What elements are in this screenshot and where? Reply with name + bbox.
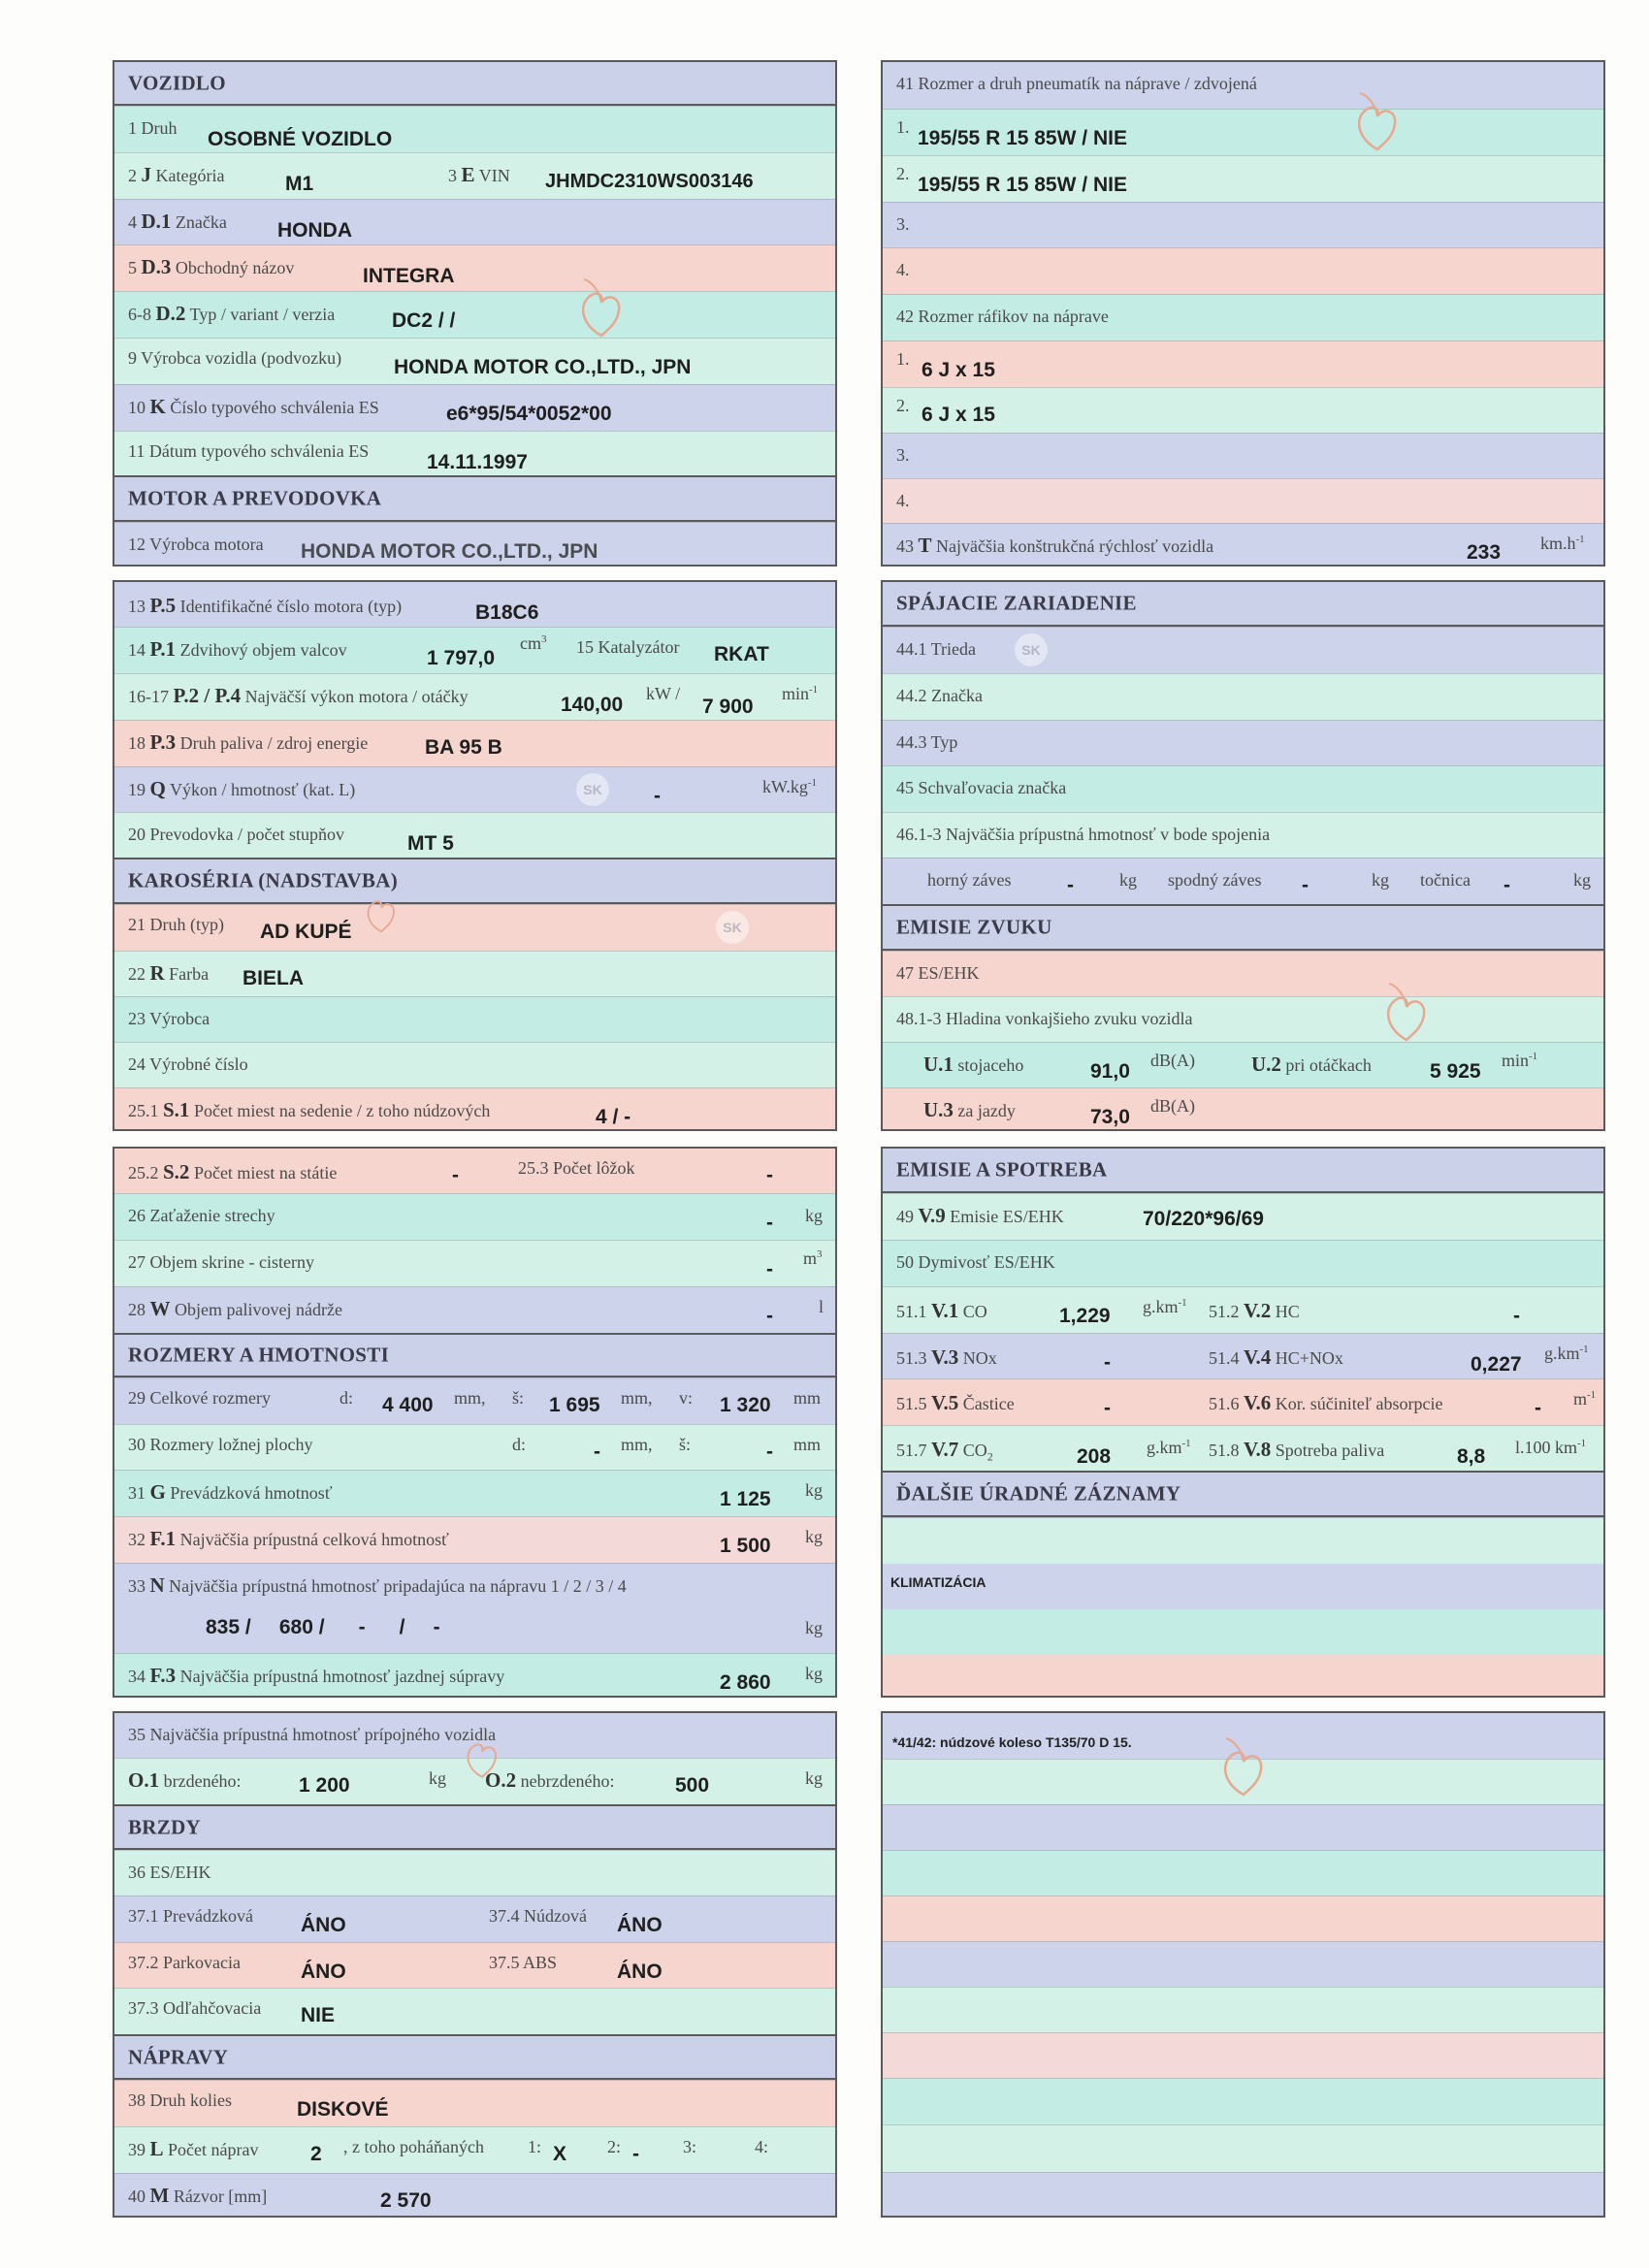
row-pocet-miest-statie: 25.2 S.2 Počet miest na státie - 25.3 Počet lôžok - [114, 1149, 835, 1193]
row-rozmery-loznej-plochy: 30 Rozmery ložnej plochy d: - mm, š: - mm [114, 1424, 835, 1470]
row-hmotnost-supravy: 34 F.3 Najväčšia prípustná hmotnosť jazdnej súpravy 2 860 kg [114, 1653, 835, 1698]
row-pneumatika-4: 4. [883, 247, 1603, 294]
row-pripojne-vozidlo: 35 Najväčšia prípustná hmotnosť prípojného vozidla [114, 1713, 835, 1758]
row-zvuk-stojaceho: U.1 stojaceho 91,0 dB(A) U.2 pri otáčkach 5 925 $\min^{-1}$ [883, 1042, 1603, 1087]
row-razvor: 40 M Rázvor [mm] 2 570 [114, 2173, 835, 2218]
row-druh: 1 Druh OSOBNÉ VOZIDLO [114, 106, 835, 152]
row-cislo-schvalenia: 10 K Číslo typového schválenia ES e6*95/54*0052*00 [114, 384, 835, 431]
row-hmotnost-spojenia: 46.1-3 Najväčšia prípustná hmotnosť v bode spojenia [883, 812, 1603, 858]
panel-spajacie-zvuk [881, 580, 1605, 1131]
row-castice-absorpcia: 51.5 V.5 Častice - 51.6 V.6 Kor. súčiniteľ absorpcie - $m^{-1}$ [883, 1378, 1603, 1425]
row-datum-schvalenia: 11 Dátum typového schválenia ES 14.11.1997 [114, 431, 835, 475]
panel-vozidlo [113, 60, 837, 567]
row-es-ehk-zvuk: 47 ES/EHK [883, 951, 1603, 996]
note-band [883, 2032, 1603, 2078]
section-header-brzdy: BRZDY [114, 1804, 835, 1850]
row-brzda-parkovacia-abs: 37.2 Parkovacia ÁNO 37.5 ABS ÁNO [114, 1942, 835, 1988]
row-vykon-hmotnost: 19 Q Výkon / hmotnosť (kat. L) - $kW.kg^{-1}$ SK [114, 766, 835, 812]
linden-leaf-watermark [456, 1731, 508, 1783]
row-nox-hcnox: 51.3 V.3 NOx - 51.4 V.4 HC+NOx 0,227 $g.km^{-1}$ [883, 1333, 1603, 1378]
row-vyrobca-vozidla: 9 Výrobca vozidla (podvozku) HONDA MOTOR CO.,LTD., JPN [114, 338, 835, 384]
section-header-rozmery: ROZMERY A HMOTNOSTI [114, 1333, 835, 1377]
row-farba: 22 R Farba BIELA [114, 951, 835, 996]
row-celkova-hmotnost: 32 F.1 Najväčšia prípustná celková hmotnosť 1 500 kg [114, 1516, 835, 1563]
row-trieda: 44.1 Trieda SK [883, 627, 1603, 673]
row-obchodny-nazov: 5 D.3 Obchodný názov INTEGRA [114, 244, 835, 291]
linden-leaf-watermark [570, 275, 632, 343]
row-vyrobca-motora: 12 Výrobca motora HONDA MOTOR CO.,LTD., JPN [114, 522, 835, 567]
row-pneumatika-3: 3. [883, 202, 1603, 247]
panel-emisie [881, 1147, 1605, 1698]
linden-leaf-watermark [1375, 980, 1438, 1048]
section-header-zvuk: EMISIE ZVUKU [883, 904, 1603, 951]
section-header-vozidlo: VOZIDLO [114, 62, 835, 106]
panel-rozmery [113, 1147, 837, 1698]
row-vyrobne-cislo: 24 Výrobné číslo [114, 1042, 835, 1087]
note-band [883, 1895, 1603, 1941]
row-vykon-motora: 16-17 P.2 / P.4 Najväčší výkon motora / otáčky 140,00 kW / 7 900 $\min^{-1}$ [114, 673, 835, 720]
sk-watermark-icon: SK [576, 773, 609, 806]
row-znacka-spojenia: 44.2 Značka [883, 673, 1603, 720]
panel-pneumatiky [881, 60, 1605, 567]
section-header-emisie: EMISIE A SPOTREBA [883, 1149, 1603, 1193]
row-brzda-odlahcovacia: 37.3 Odľahčovacia NIE [114, 1988, 835, 2034]
row-co-hc: 51.1 V.1 CO 1,229 $g.km^{-1}$ 51.2 V.2 HC - [883, 1286, 1603, 1333]
section-header-spajacie: SPÁJACIE ZARIADENIE [883, 582, 1603, 627]
row-rafik-2: 2. 6 J x 15 [883, 387, 1603, 433]
zaznamy-area [883, 1517, 1603, 1698]
row-celkove-rozmery: 29 Celkové rozmery d: 4 400 mm, š: 1 695 mm, v: 1 320 mm [114, 1377, 835, 1424]
panel-brzdy-napravy [113, 1711, 837, 2218]
row-brzdene-nebrzdene: O.1 brzdeného: 1 200 kg O.2 nebrzdeného: 500 kg [114, 1758, 835, 1804]
panel-poznamky [881, 1711, 1605, 2218]
row-prevadzkova-hmotnost: 31 G Prevádzková hmotnosť 1 125 kg [114, 1470, 835, 1516]
row-rozmer-rafikov: 42 Rozmer ráfikov na náprave [883, 294, 1603, 340]
note-band [883, 1987, 1603, 2032]
row-brzda-prevadzkova-nudzova: 37.1 Prevádzková ÁNO 37.4 Núdzová ÁNO [114, 1895, 835, 1942]
panel-motor [113, 580, 837, 1131]
poznamka-nudzove-koleso: *41/42: núdzové koleso T135/70 D 15. [892, 1734, 1132, 1750]
sk-watermark-icon: SK [716, 911, 749, 944]
row-id-motora: 13 P.5 Identifikačné číslo motora (typ) B18C6 [114, 582, 835, 627]
note-band [883, 1804, 1603, 1850]
row-kategoria-vin: 2 J Kategória M1 3 E VIN JHMDC2310WS003146 [114, 152, 835, 199]
note-band [883, 1941, 1603, 1987]
row-objem-skrine: 27 Objem skrine - cisterny - $m^3$ [114, 1240, 835, 1286]
section-header-napravy: NÁPRAVY [114, 2034, 835, 2080]
row-vyrobca-karoserie: 23 Výrobca [114, 996, 835, 1042]
row-pneumatika-1: 1. 195/55 R 15 85W / NIE [883, 109, 1603, 155]
row-typ-spojenia: 44.3 Typ [883, 720, 1603, 765]
row-typ: 6-8 D.2 Typ / variant / verzia DC2 / / [114, 291, 835, 338]
row-znacka: 4 D.1 Značka HONDA [114, 199, 835, 244]
row-pneumatika-2: 2. 195/55 R 15 85W / NIE [883, 155, 1603, 202]
vin-value: JHMDC2310WS003146 [545, 171, 754, 192]
row-emisie-es-ehk: 49 V.9 Emisie ES/EHK 70/220*96/69 [883, 1193, 1603, 1240]
row-zvuk-za-jazdy: U.3 za jazdy 73,0 dB(A) [883, 1087, 1603, 1131]
row-druh-paliva: 18 P.3 Druh paliva / zdroj energie BA 95 B [114, 720, 835, 766]
row-rafik-3: 3. [883, 433, 1603, 478]
section-header-motor: MOTOR A PREVODOVKA [114, 475, 835, 522]
note-band [883, 2124, 1603, 2172]
note-band [883, 1850, 1603, 1895]
row-druh-kolies: 38 Druh kolies DISKOVÉ [114, 2080, 835, 2126]
note-band [883, 2172, 1603, 2218]
row-zdvihovy-objem: 14 P.1 Zdvihový objem valcov 1 797,0 $cm^3$ 15 Katalyzátor RKAT [114, 627, 835, 673]
row-pocet-naprav: 39 L Počet náprav 2 , z toho poháňaných 1: X 2: - 3: 4: [114, 2126, 835, 2173]
row-max-rychlost: 43 T Najväčšia konštrukčná rýchlosť vozidla 233 $km.h^{-1}$ [883, 523, 1603, 567]
row-co2-spotreba: 51.7 V.7 $CO_2$ 208 $g.km^{-1}$ 51.8 V.8 Spotreba paliva 8,8 l.100 $km^{-1}$ [883, 1425, 1603, 1471]
linden-leaf-watermark [357, 889, 405, 937]
section-header-karoseria: KAROSÉRIA (NADSTAVBA) [114, 858, 835, 904]
row-objem-nadrze: 28 W Objem palivovej nádrže - l [114, 1286, 835, 1333]
row-zavesy: horný záves - kg spodný záves - kg točnica - kg [883, 858, 1603, 904]
note-band [883, 2078, 1603, 2124]
sk-watermark-icon: SK [1015, 633, 1048, 666]
row-brzdy-es-ehk: 36 ES/EHK [114, 1850, 835, 1895]
row-schvalovacia-znacka: 45 Schvaľovacia značka [883, 765, 1603, 812]
row-druh-karoserie: 21 Druh (typ) AD KUPÉ SK [114, 904, 835, 951]
linden-leaf-watermark [1212, 1734, 1275, 1802]
linden-leaf-watermark [1346, 89, 1408, 157]
row-rafik-1: 1. 6 J x 15 [883, 340, 1603, 387]
zaznam-klimatizacia: KLIMATIZÁCIA [890, 1574, 986, 1590]
row-zatazenie-strechy: 26 Zaťaženie strechy - kg [114, 1193, 835, 1240]
row-pocet-miest-sedenie: 25.1 S.1 Počet miest na sedenie / z toho núdzových 4 / - [114, 1087, 835, 1131]
row-rozmer-pneumatik: 41 Rozmer a druh pneumatík na náprave / zdvojená [883, 62, 1603, 109]
row-hladina-zvuku: 48.1-3 Hladina vonkajšieho zvuku vozidla [883, 996, 1603, 1042]
row-prevodovka: 20 Prevodovka / počet stupňov MT 5 [114, 812, 835, 858]
section-header-zaznamy: ĎALŠIE ÚRADNÉ ZÁZNAMY [883, 1471, 1603, 1517]
row-dymivost: 50 Dymivosť ES/EHK [883, 1240, 1603, 1286]
row-rafik-4: 4. [883, 478, 1603, 523]
row-hmotnost-napravy: 33 N Najväčšia prípustná hmotnosť pripadajúca na nápravu 1 / 2 / 3 / 4 835 / 680 / - / - kg [114, 1563, 835, 1653]
